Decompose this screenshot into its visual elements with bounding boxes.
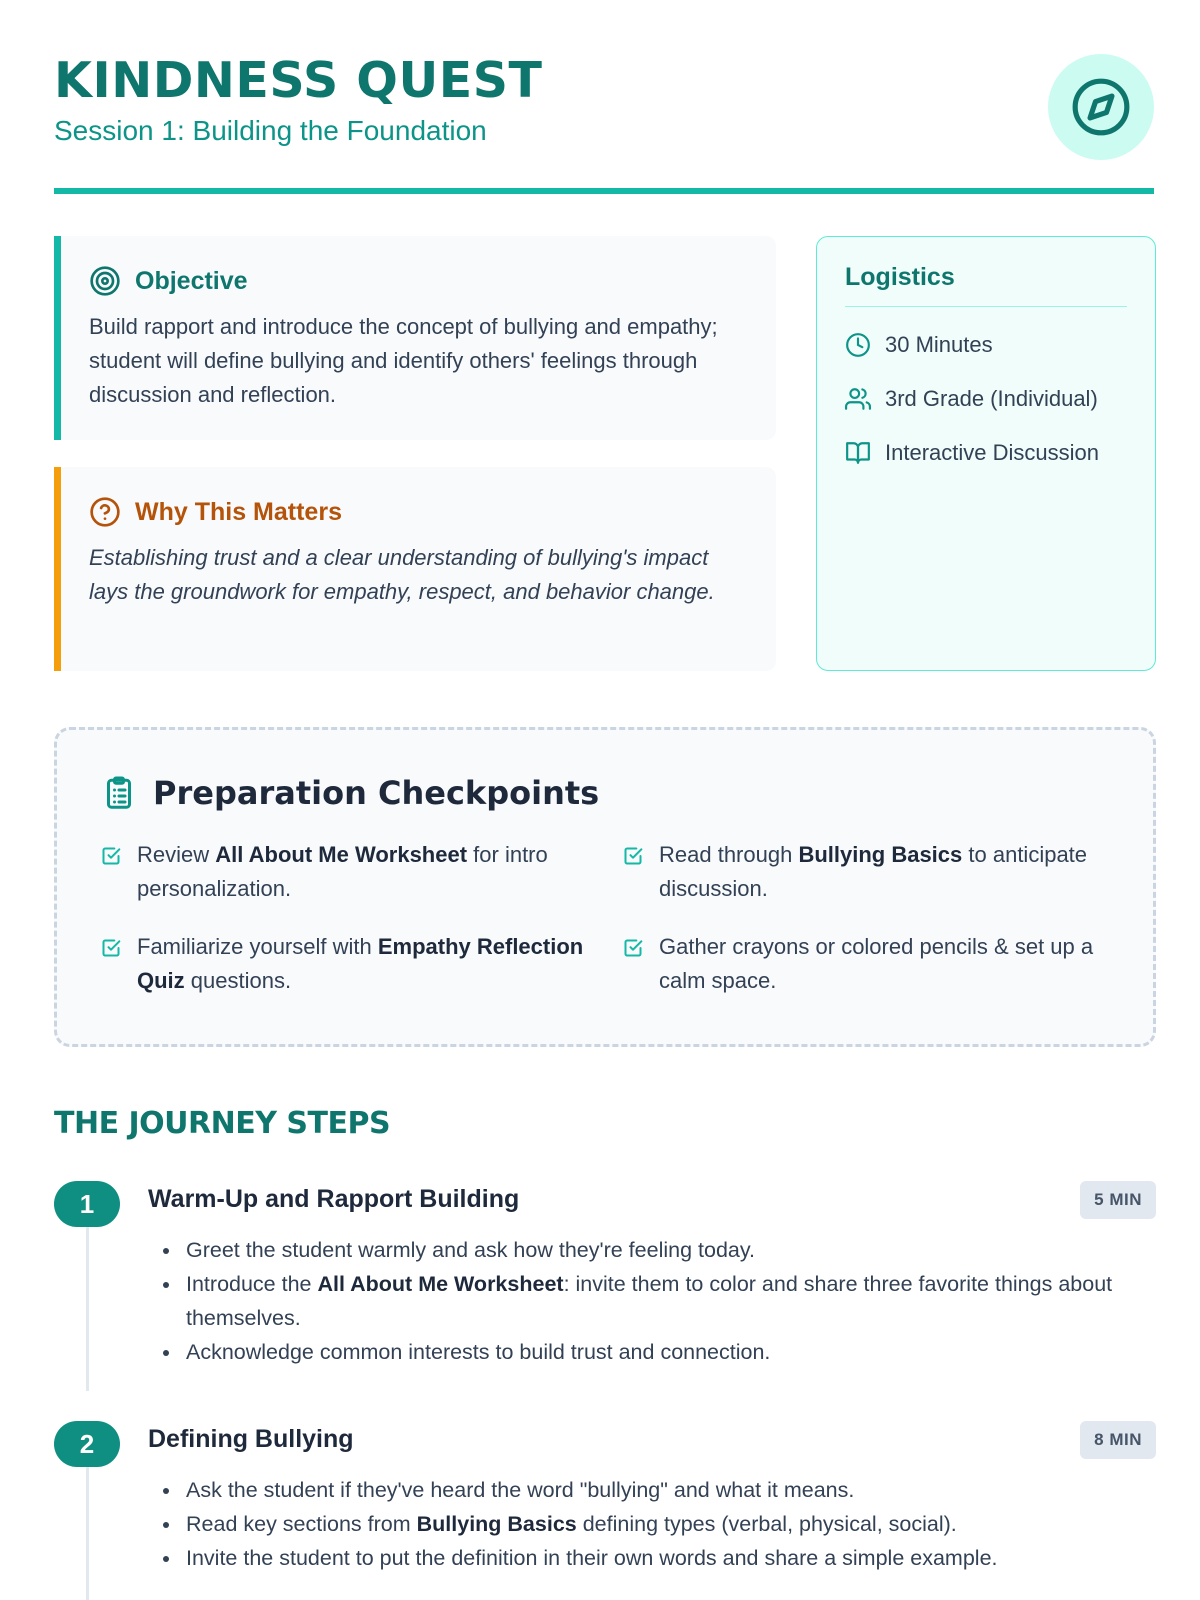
logistics-format: Interactive Discussion — [885, 440, 1099, 465]
checklist-text: Familiarize yourself with Empathy Reflection Quiz questions. — [137, 934, 584, 993]
checkbox-check-icon — [101, 938, 121, 958]
compass-icon — [1070, 76, 1132, 138]
step-title: Defining Bullying — [148, 1425, 354, 1453]
preparation-heading: Preparation Checkpoints — [153, 774, 600, 812]
checklist-item — [623, 930, 1109, 998]
step-number: 2 — [54, 1421, 120, 1467]
step-bullet: • Invite the student to put the definition in their own words and share a simple example. — [182, 1541, 1142, 1575]
logistics-item-grade — [845, 383, 1127, 415]
step-number: 1 — [54, 1181, 120, 1227]
page-header — [54, 52, 1154, 194]
objective-text: Build rapport and introduce the concept of bullying and empathy; student will define bullying and identify others' feelings through discussion and reflection. — [89, 314, 718, 407]
page-title: KINDNESS QUEST — [54, 52, 543, 109]
book-open-icon — [845, 440, 871, 466]
checkbox-check-icon — [623, 846, 643, 866]
journey-step — [54, 1421, 1156, 1600]
step-duration-badge: 5 MIN — [1080, 1181, 1156, 1219]
clipboard-icon — [101, 774, 137, 812]
checklist-item — [623, 838, 1109, 906]
objective-heading: Objective — [135, 266, 248, 295]
users-icon — [845, 386, 871, 412]
checklist-item — [101, 930, 587, 998]
step-timeline-line — [86, 1467, 89, 1600]
steps-heading: THE JOURNEY STEPS — [54, 1106, 391, 1141]
header-divider — [54, 188, 1154, 194]
why-text: Establishing trust and a clear understanding of bullying's impact lays the groundwork for empathy, respect, and behavior change. — [89, 545, 715, 604]
step-duration-badge: 8 MIN — [1080, 1421, 1156, 1459]
step-bullets — [182, 1473, 1142, 1575]
checklist-text: Read through Bullying Basics to anticipate discussion. — [659, 842, 1088, 901]
journey-step — [54, 1181, 1156, 1391]
target-icon — [89, 265, 121, 297]
preparation-list — [101, 838, 1109, 998]
step-bullet: • Ask the student if they've heard the word "bullying" and what it means. — [182, 1473, 1142, 1507]
logistics-card — [816, 236, 1156, 671]
step-title: Warm-Up and Rapport Building — [148, 1185, 520, 1213]
compass-badge — [1048, 54, 1154, 160]
checkbox-check-icon — [101, 846, 121, 866]
checklist-item — [101, 838, 587, 906]
checklist-text: Gather crayons or colored pencils & set up a calm space. — [659, 934, 1094, 993]
step-bullets — [182, 1233, 1142, 1369]
page-subtitle: Session 1: Building the Foundation — [54, 115, 487, 146]
question-circle-icon — [89, 496, 121, 528]
step-bullet: • Greet the student warmly and ask how they're feeling today. — [182, 1233, 1142, 1267]
preparation-section — [54, 727, 1156, 1047]
logistics-item-duration — [845, 329, 1127, 361]
logistics-duration: 30 Minutes — [885, 332, 993, 357]
objective-card — [54, 236, 776, 440]
step-bullet: • Read key sections from Bullying Basics defining types (verbal, physical, social). — [182, 1507, 1142, 1541]
checkbox-check-icon — [623, 938, 643, 958]
step-bullet: • Acknowledge common interests to build trust and connection. — [182, 1335, 1142, 1369]
why-card — [54, 467, 776, 671]
step-timeline-line — [86, 1227, 89, 1391]
logistics-item-format — [845, 437, 1127, 469]
logistics-heading: Logistics — [845, 263, 1127, 307]
logistics-grade: 3rd Grade (Individual) — [885, 386, 1098, 411]
checklist-text: Review All About Me Worksheet for intro personalization. — [137, 842, 548, 901]
why-heading: Why This Matters — [135, 497, 342, 526]
step-bullet: • Introduce the All About Me Worksheet: invite them to color and share three favorite things about themselves. — [182, 1267, 1142, 1335]
clock-icon — [845, 332, 871, 358]
